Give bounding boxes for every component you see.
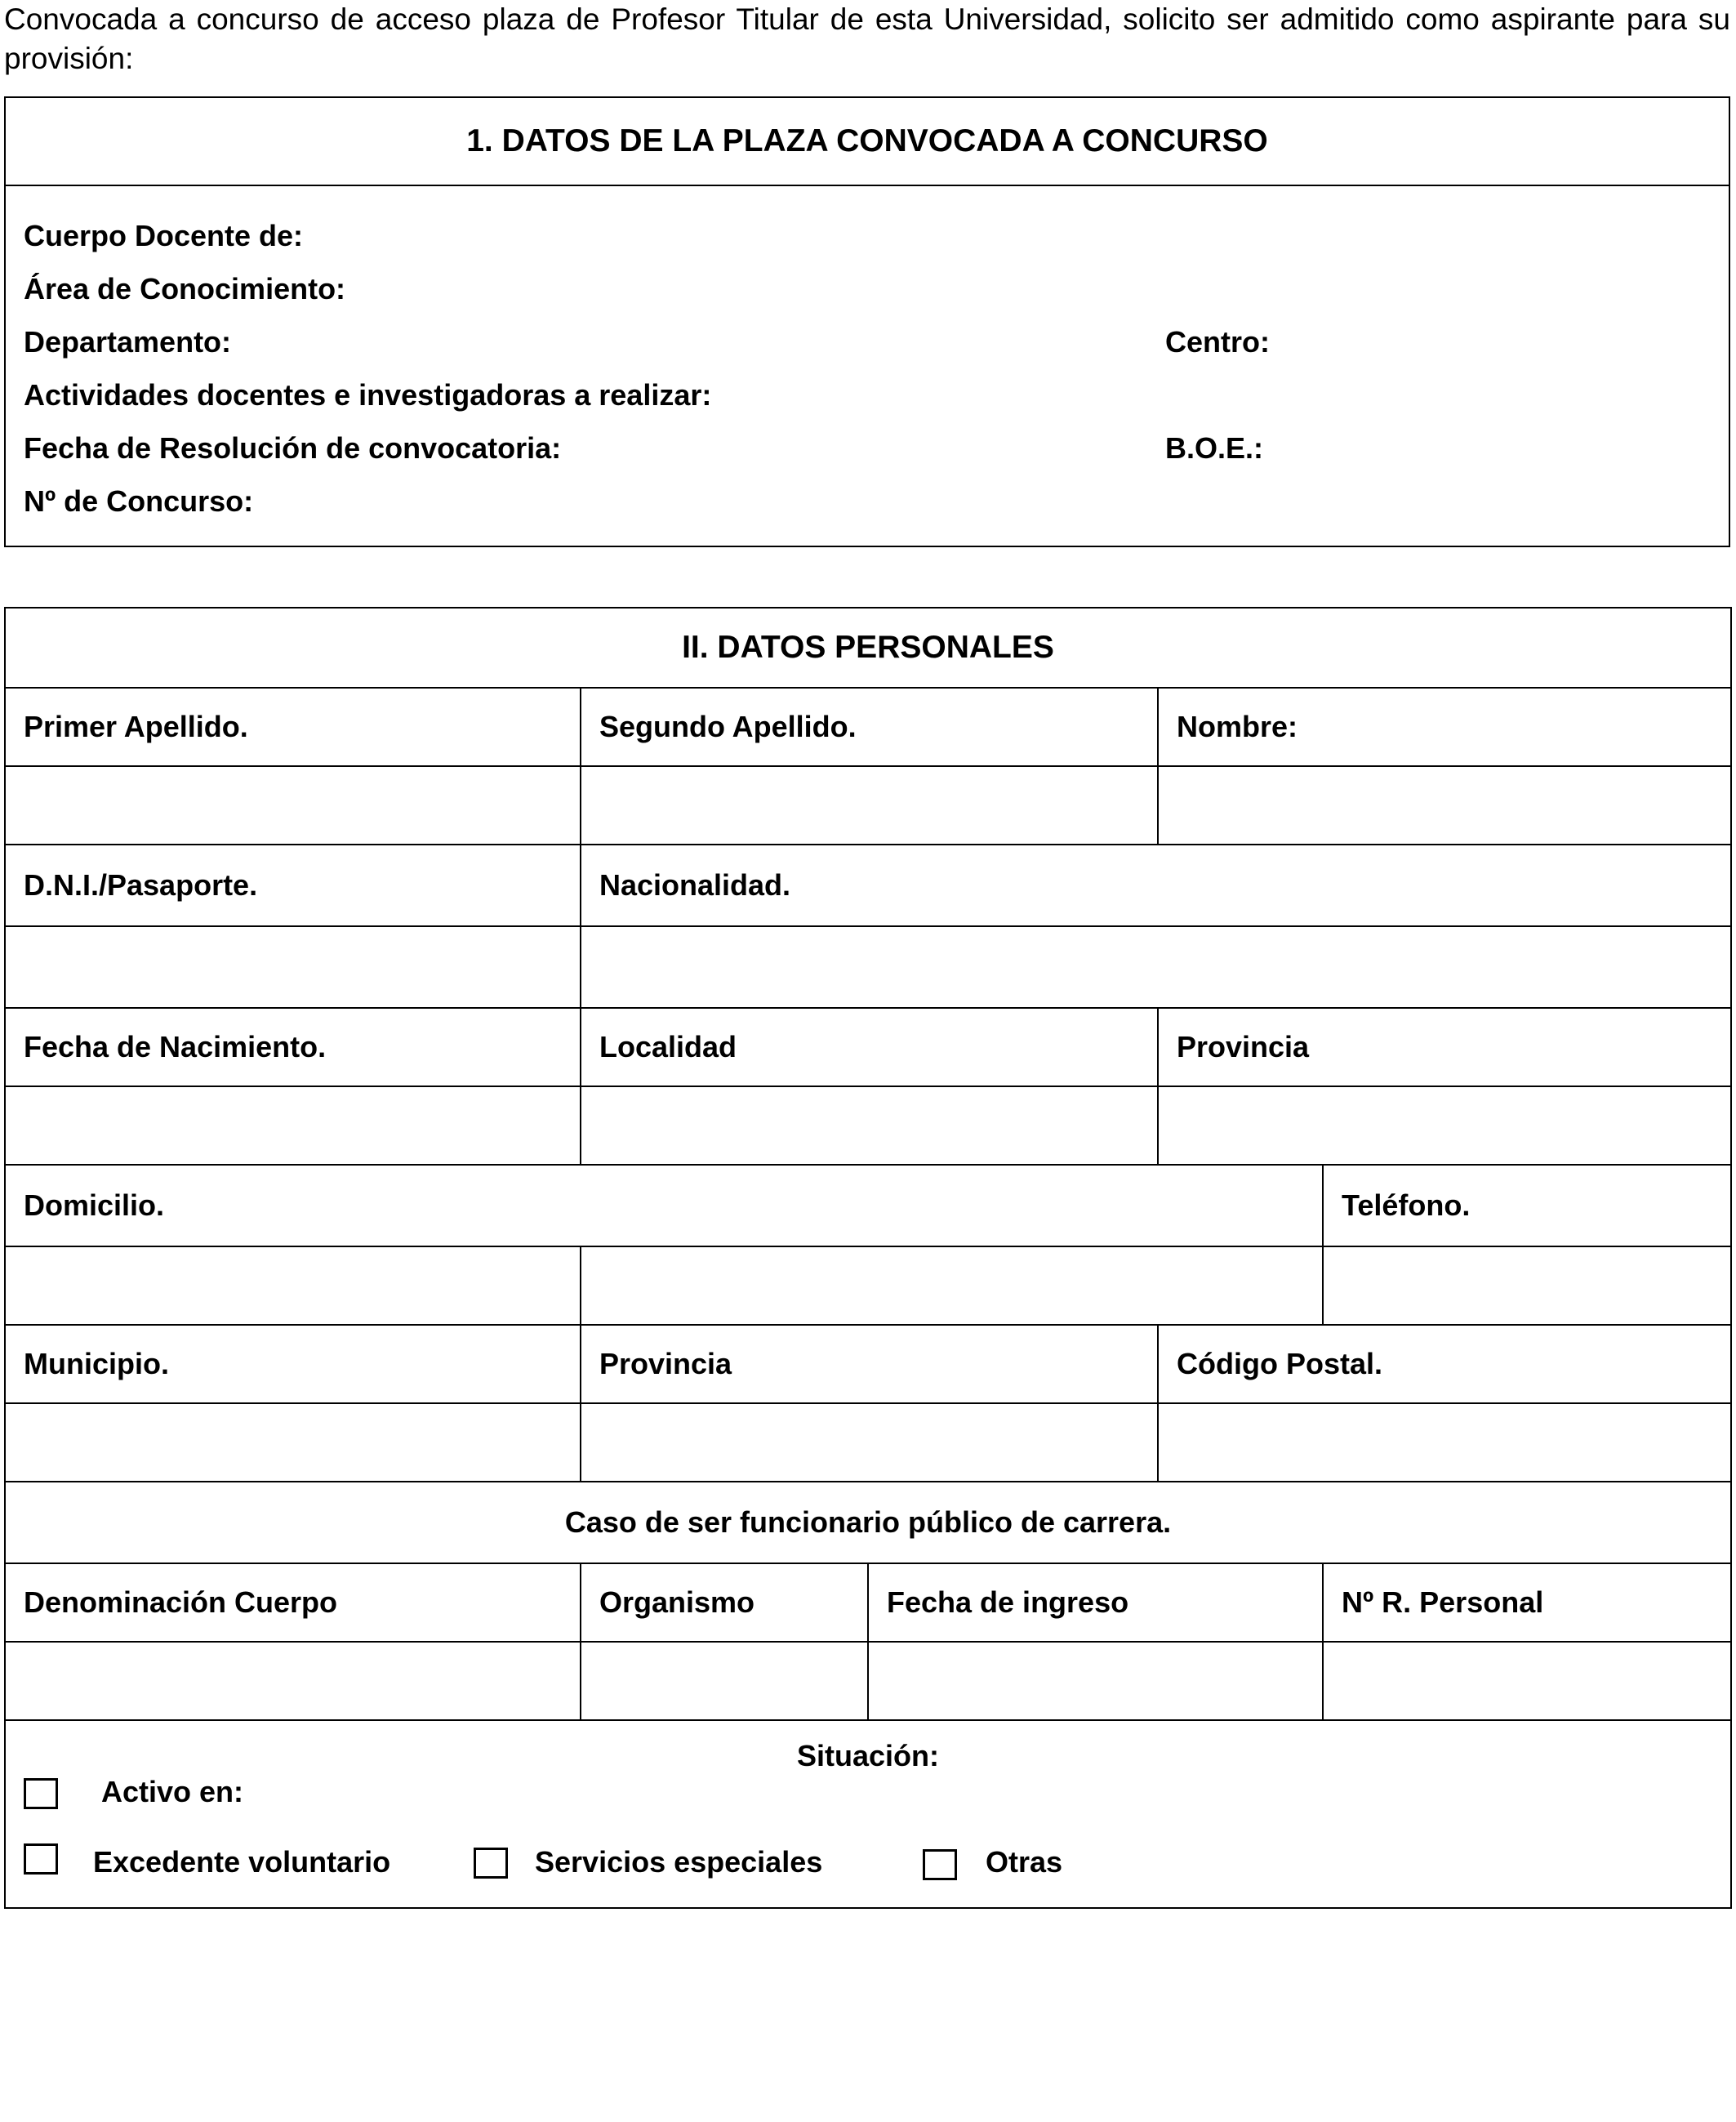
fecha-nacimiento-label: Fecha de Nacimiento.: [5, 1008, 581, 1086]
segundo-apellido-label: Segundo Apellido.: [581, 688, 1158, 766]
denominacion-cuerpo-field[interactable]: [5, 1642, 581, 1720]
plaza-section-title: 1. DATOS DE LA PLAZA CONVOCADA A CONCURSO: [5, 97, 1729, 185]
organismo-field[interactable]: [581, 1642, 868, 1720]
numero-registro-personal-label: Nº R. Personal: [1323, 1563, 1731, 1642]
servicios-especiales-label: Servicios especiales: [535, 1845, 823, 1879]
localidad-field[interactable]: [581, 1086, 1158, 1165]
telefono-label: Teléfono.: [1323, 1165, 1731, 1246]
fecha-resolucion-label: Fecha de Resolución de convocatoria:: [24, 430, 562, 465]
area-conocimiento-label: Área de Conocimiento:: [24, 271, 346, 305]
funcionario-heading: Caso de ser funcionario público de carrera.: [5, 1482, 1731, 1563]
domicilio-label: Domicilio.: [5, 1165, 1323, 1246]
centro-label: Centro:: [1165, 324, 1270, 359]
excedente-checkbox[interactable]: [24, 1843, 58, 1875]
plaza-section-body: [5, 185, 1729, 546]
nombre-field[interactable]: [1158, 766, 1731, 845]
provincia-nacimiento-label: Provincia: [1158, 1008, 1731, 1086]
primer-apellido-label: Primer Apellido.: [5, 688, 581, 766]
nombre-label: Nombre:: [1158, 688, 1731, 766]
domicilio-field-part2[interactable]: [581, 1246, 1323, 1325]
excedente-label: Excedente voluntario: [93, 1845, 391, 1879]
numero-concurso-label: Nº de Concurso:: [24, 484, 254, 518]
activo-label: Activo en:: [101, 1775, 244, 1808]
denominacion-cuerpo-label: Denominación Cuerpo: [5, 1563, 581, 1642]
situacion-title: Situación:: [796, 1739, 939, 1772]
organismo-label: Organismo: [581, 1563, 868, 1642]
boe-label: B.O.E.:: [1165, 430, 1264, 465]
domicilio-field-part1[interactable]: [5, 1246, 581, 1325]
telefono-field[interactable]: [1323, 1246, 1731, 1325]
servicios-especiales-checkbox[interactable]: [474, 1848, 508, 1879]
cuerpo-docente-label: Cuerpo Docente de:: [24, 218, 304, 252]
nacionalidad-field[interactable]: [581, 926, 1731, 1008]
municipio-field[interactable]: [5, 1403, 581, 1482]
datos-personales-section: [4, 607, 1732, 1909]
datos-personales-title: II. DATOS PERSONALES: [5, 608, 1731, 688]
provincia-domicilio-field[interactable]: [581, 1403, 1158, 1482]
fecha-ingreso-label: Fecha de ingreso: [868, 1563, 1323, 1642]
numero-registro-personal-field[interactable]: [1323, 1642, 1731, 1720]
localidad-label: Localidad: [581, 1008, 1158, 1086]
intro-paragraph: Convocada a concurso de acceso plaza de Profesor Titular de esta Universidad, solicito ser admitido como aspirante para su provisión:: [4, 2, 1730, 75]
codigo-postal-label: Código Postal.: [1158, 1325, 1731, 1403]
plaza-section: [4, 96, 1730, 547]
otras-label: Otras: [986, 1845, 1063, 1879]
provincia-nacimiento-field[interactable]: [1158, 1086, 1731, 1165]
codigo-postal-field[interactable]: [1158, 1403, 1731, 1482]
primer-apellido-field[interactable]: [5, 766, 581, 845]
activo-checkbox[interactable]: [24, 1778, 58, 1809]
provincia-domicilio-label: Provincia: [581, 1325, 1158, 1403]
nacionalidad-label: Nacionalidad.: [581, 845, 1731, 926]
dni-label: D.N.I./Pasaporte.: [5, 845, 581, 926]
actividades-label: Actividades docentes e investigadoras a realizar:: [24, 377, 712, 412]
departamento-label: Departamento:: [24, 324, 232, 359]
situacion-block: [5, 1720, 1731, 1908]
municipio-label: Municipio.: [5, 1325, 581, 1403]
fecha-nacimiento-field[interactable]: [5, 1086, 581, 1165]
fecha-ingreso-field[interactable]: [868, 1642, 1323, 1720]
dni-field[interactable]: [5, 926, 581, 1008]
segundo-apellido-field[interactable]: [581, 766, 1158, 845]
otras-checkbox[interactable]: [923, 1849, 957, 1880]
